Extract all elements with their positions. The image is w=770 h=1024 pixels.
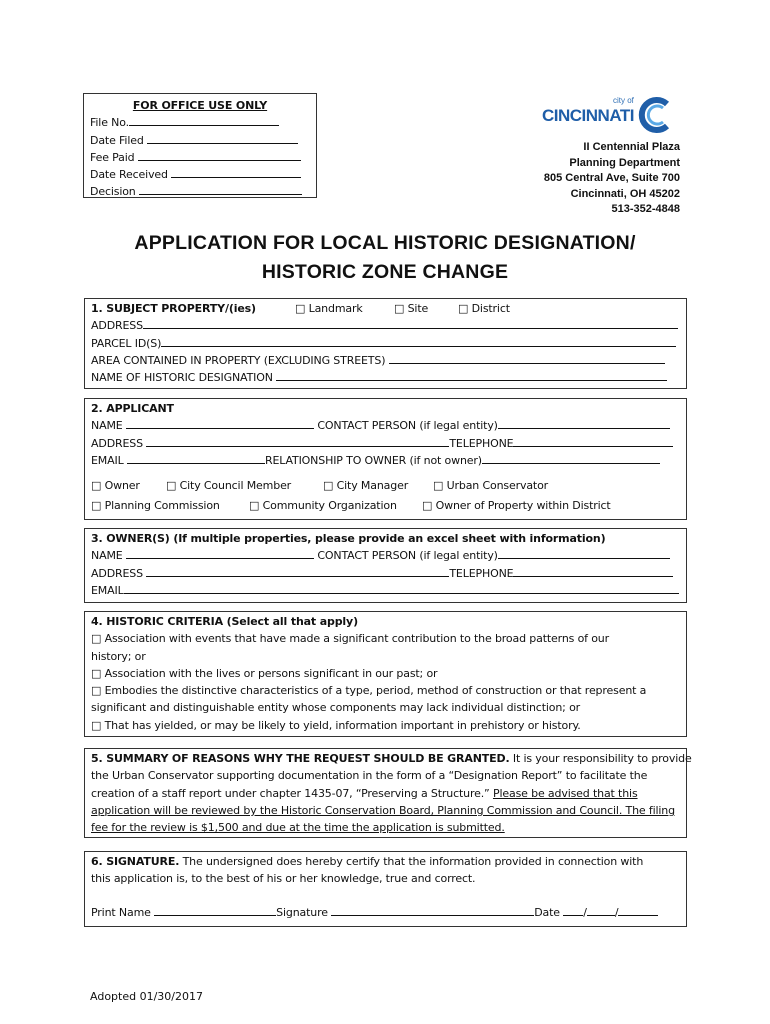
property-address-label: ADDRESS <box>91 319 143 333</box>
summary-notice-3: fee for the review is $1,500 and due at the time the application is submitted. <box>91 821 505 835</box>
applicant-email-field[interactable] <box>127 452 265 464</box>
summary-notice-1: Please be advised that this <box>492 786 638 800</box>
landmark-checkbox[interactable]: □ Landmark <box>295 302 363 315</box>
address-line-3: 805 Central Ave, Suite 700 <box>543 172 680 184</box>
signature-label: Signature <box>276 905 328 919</box>
applicant-address-field[interactable] <box>146 435 449 447</box>
designation-name-label: NAME OF HISTORIC DESIGNATION <box>91 371 273 385</box>
file-no-label: File No. <box>90 116 129 130</box>
applicant-contact-field[interactable] <box>498 417 670 429</box>
applicant-telephone-label: TELEPHONE <box>449 436 514 450</box>
signature-line-2: this application is, to the best of his or her knowledge, true and correct. <box>91 872 476 886</box>
logo-c-mark-icon <box>636 96 676 134</box>
office-use-box <box>83 93 317 198</box>
owner-telephone-field[interactable] <box>513 565 673 577</box>
area-label: AREA CONTAINED IN PROPERTY (EXCLUDING STREETS) <box>91 353 386 367</box>
owner-checkbox[interactable]: □ Owner <box>91 479 140 493</box>
designation-name-field[interactable] <box>276 369 667 381</box>
community-organization-checkbox[interactable]: □ Community Organization <box>249 499 397 513</box>
district-checkbox[interactable]: □ District <box>458 302 510 315</box>
date-label: Date <box>534 905 560 919</box>
summary-line-1: It is your responsibility to provide <box>512 752 692 765</box>
date-day-field[interactable] <box>587 904 615 916</box>
date-slash-2: / <box>614 905 619 919</box>
section-signature <box>84 851 687 927</box>
section-2-heading: 2. APPLICANT <box>91 402 174 415</box>
decision-label: Decision <box>90 185 136 199</box>
parcel-id-label: PARCEL ID(S) <box>91 336 162 350</box>
area-field[interactable] <box>389 352 665 364</box>
owner-contact-label: CONTACT PERSON (if legal entity) <box>317 549 498 563</box>
title-line-2: HISTORIC ZONE CHANGE <box>261 261 509 283</box>
date-received-field[interactable] <box>171 166 301 178</box>
criteria-events-checkbox[interactable]: □ Association with events that have made a significant contribution to the broad patterns of our <box>91 632 609 646</box>
date-month-field[interactable] <box>563 904 583 916</box>
print-name-label: Print Name <box>91 905 151 919</box>
logo-name: CINCINNATI <box>542 106 634 125</box>
section-1-heading: 1. SUBJECT PROPERTY/(ies) <box>91 302 256 315</box>
section-summary-of-reasons <box>84 748 692 838</box>
city-manager-checkbox[interactable]: □ City Manager <box>323 479 409 493</box>
criteria-characteristics-checkbox[interactable]: □ Embodies the distinctive characteristics of a type, period, method of construction or that represent a <box>91 684 647 698</box>
title-line-1: APPLICATION FOR LOCAL HISTORIC DESIGNATION/ <box>134 232 636 254</box>
section-owners <box>84 528 687 603</box>
applicant-name-label: NAME <box>91 419 123 433</box>
address-line-5: 513-352-4848 <box>611 203 680 215</box>
address-line-1: II Centennial Plaza <box>583 141 680 153</box>
applicant-contact-label: CONTACT PERSON (if legal entity) <box>317 419 498 433</box>
fee-paid-label: Fee Paid <box>90 150 135 164</box>
section-historic-criteria <box>84 611 687 737</box>
owner-address-label: ADDRESS <box>91 566 143 580</box>
print-name-field[interactable] <box>154 904 276 916</box>
date-received-label: Date Received <box>90 168 168 182</box>
criteria-information-checkbox[interactable]: □ That has yielded, or may be likely to yield, information important in prehistory or history. <box>91 718 581 732</box>
section-applicant <box>84 398 687 520</box>
criteria-events-cont: history; or <box>91 649 146 663</box>
section-subject-property <box>84 298 687 389</box>
signature-field[interactable] <box>331 904 534 916</box>
page-title <box>60 229 710 287</box>
fee-paid-field[interactable] <box>138 149 301 161</box>
summary-notice-2: application will be reviewed by the Historic Conservation Board, Planning Commission and Council. The filing <box>91 803 675 817</box>
address-line-4: Cincinnati, OH 45202 <box>570 187 680 200</box>
section-5-heading: 5. SUMMARY OF REASONS WHY THE REQUEST SHOULD BE GRANTED. <box>91 752 510 765</box>
owner-email-label: EMAIL <box>91 583 124 597</box>
applicant-telephone-field[interactable] <box>513 435 673 447</box>
owner-email-field[interactable] <box>124 582 679 594</box>
owner-telephone-label: TELEPHONE <box>449 566 514 580</box>
address-line-2: Planning Department <box>569 156 680 169</box>
property-address-field[interactable] <box>143 317 678 329</box>
applicant-email-label: EMAIL <box>91 453 124 467</box>
summary-line-2: the Urban Conservator supporting documentation in the form of a “Designation Report” to facilitate the <box>91 769 648 783</box>
planning-commission-checkbox[interactable]: □ Planning Commission <box>91 499 220 513</box>
date-filed-field[interactable] <box>147 132 298 144</box>
criteria-persons-checkbox[interactable]: □ Association with the lives or persons significant in our past; or <box>91 666 438 680</box>
date-slash-1: / <box>583 905 587 919</box>
site-checkbox[interactable]: □ Site <box>394 302 429 315</box>
relationship-label: RELATIONSHIP TO OWNER (if not owner) <box>264 453 482 467</box>
logo-city-of: city of <box>613 96 634 105</box>
signature-line-1: The undersigned does hereby certify that the information provided in connection with <box>182 855 644 868</box>
section-3-heading: 3. OWNER(S) (If multiple properties, please provide an excel sheet with information) <box>91 532 606 545</box>
adopted-date: Adopted 01/30/2017 <box>90 990 203 1003</box>
owner-within-district-checkbox[interactable]: □ Owner of Property within District <box>422 499 611 513</box>
relationship-field[interactable] <box>482 452 660 464</box>
office-use-header: FOR OFFICE USE ONLY <box>132 99 268 112</box>
owner-name-label: NAME <box>91 549 123 563</box>
council-member-checkbox[interactable]: □ City Council Member <box>166 479 292 493</box>
section-4-heading: 4. HISTORIC CRITERIA (Select all that apply) <box>91 615 358 628</box>
applicant-name-field[interactable] <box>126 417 314 429</box>
parcel-id-field[interactable] <box>161 335 676 347</box>
urban-conservator-checkbox[interactable]: □ Urban Conservator <box>433 479 549 493</box>
summary-line-3: creation of a staff report under chapter 1435-07, “Preserving a Structure.” <box>91 786 490 800</box>
date-filed-label: Date Filed <box>90 133 144 147</box>
file-no-field[interactable] <box>129 114 279 126</box>
section-6-heading: 6. SIGNATURE. <box>91 855 180 868</box>
date-year-field[interactable] <box>618 904 658 916</box>
address-block <box>480 140 680 218</box>
cincinnati-logo <box>540 96 680 136</box>
criteria-characteristics-cont: significant and distinguishable entity whose components may lack individual distinction; or <box>91 701 581 715</box>
decision-field[interactable] <box>139 183 302 195</box>
owner-contact-field[interactable] <box>498 547 670 559</box>
applicant-address-label: ADDRESS <box>91 436 143 450</box>
owner-name-field[interactable] <box>126 547 314 559</box>
owner-address-field[interactable] <box>146 565 449 577</box>
